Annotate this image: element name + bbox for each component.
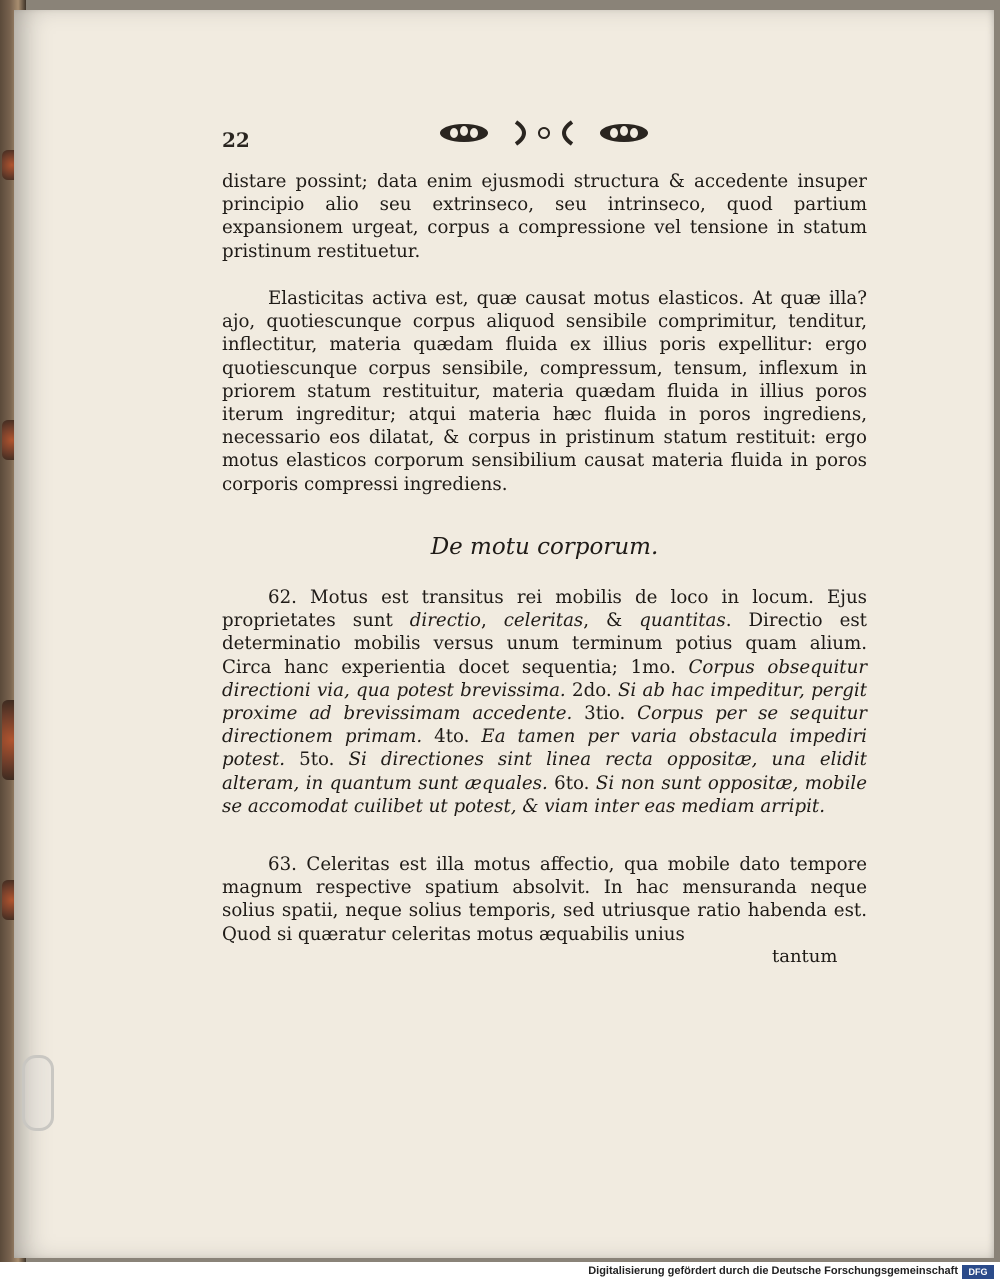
section-heading: De motu corporum. [430,534,659,560]
paragraph-continuation [222,170,867,263]
paragraph-62 [222,586,867,818]
paragraph-63 [222,853,867,946]
dfg-logo: DFG [962,1265,994,1279]
paragraph-text: distare possint; data enim ejusmodi structura & accedente insuper principio alio seu extrinseco, seu intrinseco, quod partium expansionem urgeat, corpus a compressione vel tensione in statum pristinum restituetur. [222,171,867,262]
page-header [222,118,867,152]
catchword: tantum [772,946,838,967]
footer-bar [0,1262,1000,1282]
header-ornament-icon [440,118,648,148]
page-clip [22,1055,54,1131]
page-number: 22 [222,128,250,152]
paragraph-text: 63. Celeritas est illa motus affectio, qua mobile dato tempore magnum respective spatium absolvit. In hac mensuranda neque solius spatii, neque solius temporis, sed utriusque ratio habenda est. Quod si quæratur celeritas motus æquabilis unius [222,854,867,945]
paragraph-text: Elasticitas activa est, quæ causat motus elasticos. At quæ illa? ajo, quotiescunque corpus aliquod sensibile comprimitur, tenditur, inflectitur, materia quædam fluida ex illius poris expellitur: ergo quotiescunque corpus sensibile, compressum, tensum, inflexum in priorem statum restituitur, materia quædam fluida in illius poros iterum ingreditur; atqui materia hæc fluida in poros ingrediens, necessario eos dilatat, & corpus in pristinum statum restituit: ergo motus elasticos corporum sensibilium causat materia fluida in poros corporis compressi ingrediens. [222,288,867,495]
footer-credit: Digitalisierung gefördert durch die Deutsche Forschungsgemeinschaft [588,1265,958,1277]
paragraph-elasticitas [222,287,867,496]
paragraph-text: 62. Motus est transitus rei mobilis de loco in locum. Ejus proprietates sunt directio, celeritas, & quantitas. Directio est determinatio mobilis versus unum terminum potius quam alium. Circa hanc experientia docet sequentia; 1mo. Corpus obsequitur directioni via, qua potest brevissima. 2do. Si ab hac impeditur, pergit proxime ad brevissimam accedente. 3tio. Corpus per se sequitur directionem primam. 4to. Ea tamen per varia obstacula impediri potest. 5to. Si directiones sint linea recta oppositæ, una elidit alteram, in quantum sunt æquales. 6to. Si non sunt oppositæ, mobile se accomodat cuilibet ut potest, & viam inter eas mediam arripit. [222,587,868,817]
